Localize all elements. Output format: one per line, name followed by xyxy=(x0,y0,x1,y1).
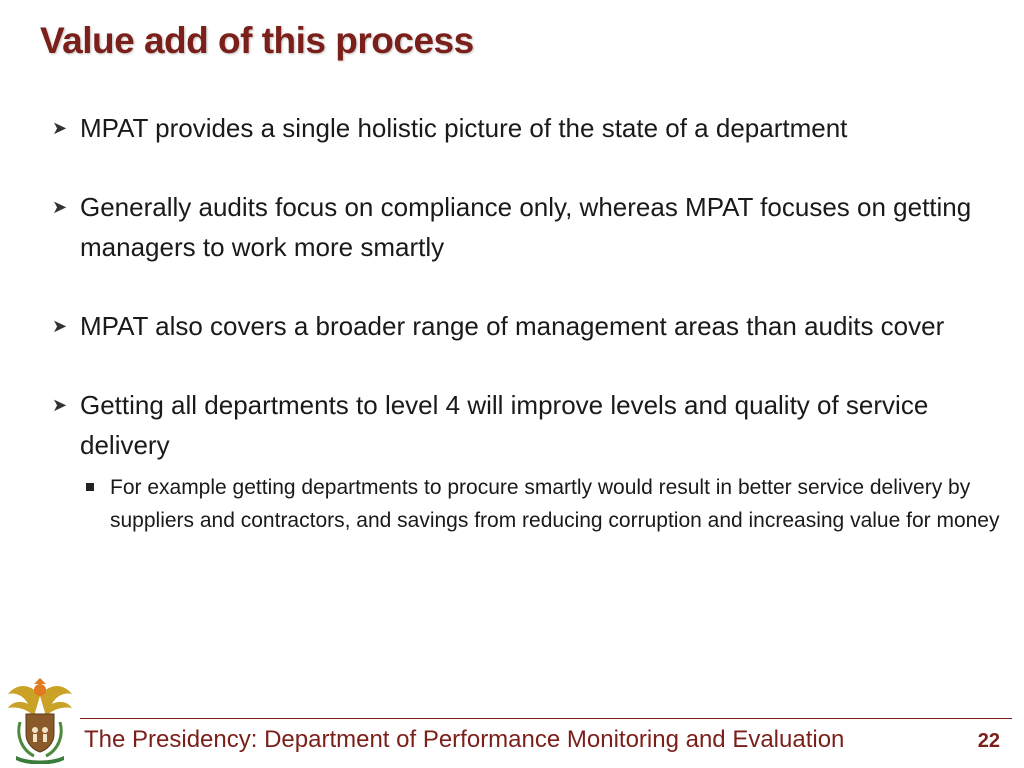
square-bullet-icon xyxy=(86,483,94,491)
arrow-right-icon: ➤ xyxy=(52,118,68,138)
bullet-item xyxy=(50,108,1000,148)
page-number: 22 xyxy=(977,730,1000,752)
bullet-text: Getting all departments to level 4 will improve levels and quality of service delivery xyxy=(80,390,929,460)
coat-of-arms-emblem xyxy=(4,676,76,764)
bullet-text: MPAT also covers a broader range of management areas than audits cover xyxy=(80,311,945,341)
sub-bullet-list xyxy=(80,471,1000,537)
bullet-item xyxy=(50,306,1000,346)
bullet-text: MPAT provides a single holistic picture of the state of a department xyxy=(80,113,848,143)
arrow-right-icon: ➤ xyxy=(52,395,68,415)
arrow-right-icon: ➤ xyxy=(52,316,68,336)
bullet-item xyxy=(50,385,1000,537)
bullet-list xyxy=(50,108,1000,537)
sub-bullet-item xyxy=(80,471,1000,537)
bullet-item xyxy=(50,187,1000,267)
footer-divider xyxy=(80,718,1012,719)
footer-text: The Presidency: Department of Performance Monitoring and Evaluation xyxy=(84,726,845,753)
sub-bullet-text: For example getting departments to procure smartly would result in better service delivery by suppliers and contractors, and savings from reducing corruption and increasing value for money xyxy=(110,476,1000,532)
slide-title: Value add of this process xyxy=(40,20,474,61)
bullet-text: Generally audits focus on compliance only, whereas MPAT focuses on getting managers to work more smartly xyxy=(80,192,972,262)
arrow-right-icon: ➤ xyxy=(52,197,68,217)
